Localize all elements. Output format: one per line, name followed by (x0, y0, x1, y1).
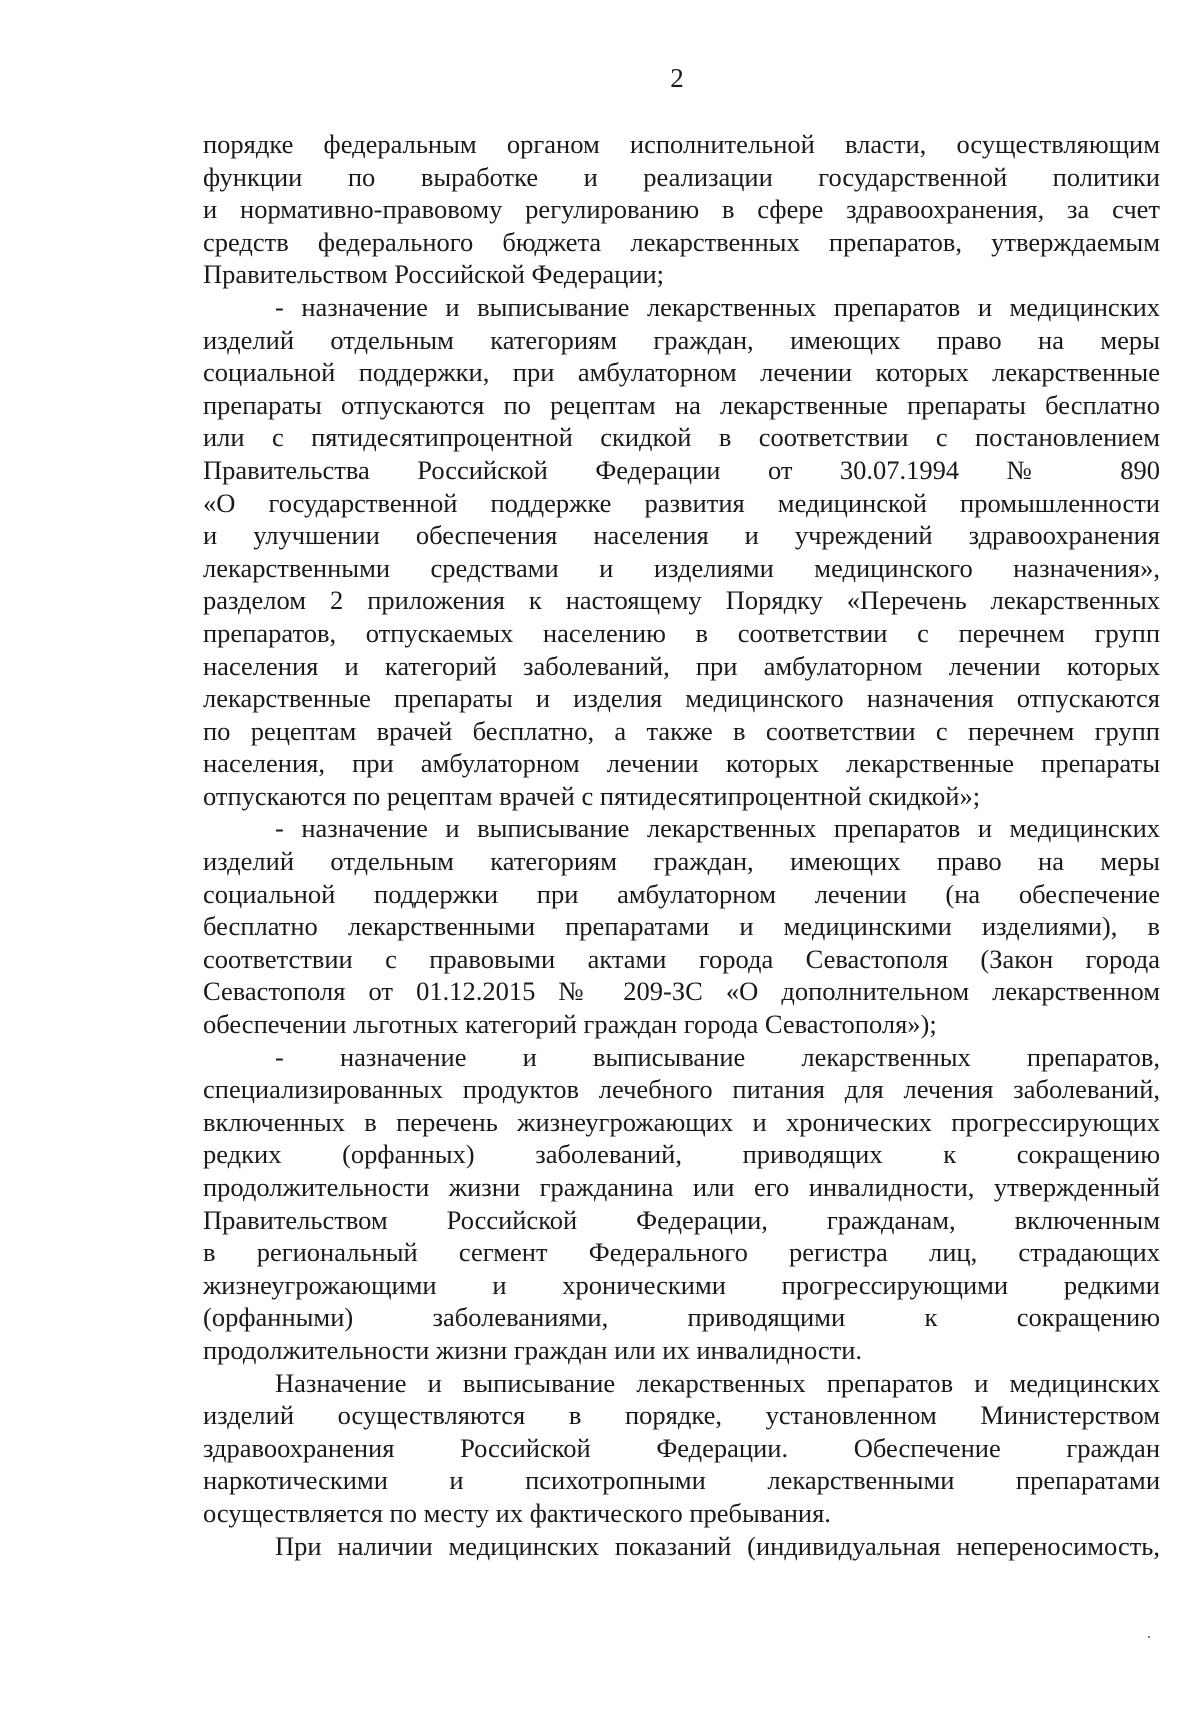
text-line: - назначение и выписывание лекарственных препаратов и медицинских (275, 813, 1160, 844)
text-line: изделий отдельным категориям граждан, имеющих право на меры (203, 324, 1160, 355)
text-line: Севастополя от 01.12.2015 № 209-ЗС «О дополнительном лекарственном (203, 976, 1160, 1007)
text-line: населения и категорий заболеваний, при амбулаторном лечении которых (203, 650, 1160, 681)
scan-speck (1148, 1636, 1150, 1638)
text-line: При наличии медицинских показаний (индивидуальная непереносимость, (275, 1530, 1160, 1561)
text-line: изделий осуществляются в порядке, установленном Министерством (203, 1400, 1160, 1431)
text-line: наркотическими и психотропными лекарственными препаратами (203, 1465, 1160, 1496)
text-line: бесплатно лекарственными препаратами и медицинскими изделиями), в (203, 911, 1160, 942)
text-line: и нормативно-правовому регулированию в сфере здравоохранения, за счет (203, 194, 1160, 225)
text-line: средств федерального бюджета лекарственных препаратов, утверждаемым (203, 226, 1160, 257)
text-line: населения, при амбулаторном лечении которых лекарственные препараты (203, 748, 1160, 779)
text-line: изделий отдельным категориям граждан, имеющих право на меры (203, 846, 1160, 877)
text-line: Назначение и выписывание лекарственных препаратов и медицинских (275, 1367, 1160, 1398)
text-line: препараты отпускаются по рецептам на лекарственные препараты бесплатно (203, 389, 1160, 420)
paragraph-continuation (203, 128, 1160, 291)
list-item-paragraph (203, 812, 1160, 1040)
text-line: здравоохранения Российской Федерации. Обеспечение граждан (203, 1432, 1160, 1463)
text-line: функции по выработке и реализации государственной политики (203, 161, 1160, 192)
text-line: отпускаются по рецептам врачей с пятидесятипроцентной скидкой»; (203, 780, 981, 811)
page-number: 2 (670, 63, 684, 93)
text-line: включенных в перечень жизнеугрожающих и хронических прогрессирующих (203, 1106, 1160, 1137)
body-paragraph (203, 1530, 1160, 1563)
text-line: продолжительности жизни гражданина или его инвалидности, утвержденный (203, 1172, 1160, 1202)
text-line: Правительства Российской Федерации от 30.07.1994 № 890 (203, 454, 1160, 485)
text-line: редких (орфанных) заболеваний, приводящих к сокращению (203, 1139, 1160, 1170)
text-line: по рецептам врачей бесплатно, а также в соответствии с перечнем групп (203, 715, 1160, 746)
text-line: соответствии с правовыми актами города Севастополя (Закон города (203, 943, 1160, 974)
text-line: Правительством Российской Федерации, гражданам, включенным (203, 1204, 1160, 1235)
text-line: социальной поддержки при амбулаторном лечении (на обеспечение (203, 878, 1160, 909)
text-line: лекарственными средствами и изделиями медицинского назначения», (203, 552, 1160, 583)
text-line: и улучшении обеспечения населения и учреждений здравоохранения (203, 520, 1160, 551)
text-line: порядке федеральным органом исполнительной власти, осуществляющим (203, 129, 1160, 159)
text-line: - назначение и выписывание лекарственных препаратов, (275, 1041, 1160, 1072)
text-line: социальной поддержки, при амбулаторном лечении которых лекарственные (203, 357, 1160, 388)
text-line: жизнеугрожающими и хроническими прогрессирующими редкими (203, 1269, 1160, 1300)
text-line: в региональный сегмент Федерального регистра лиц, страдающих (203, 1237, 1160, 1268)
text-line: специализированных продуктов лечебного питания для лечения заболеваний, (203, 1074, 1160, 1105)
text-line: продолжительности жизни граждан или их инвалидности. (203, 1334, 863, 1365)
document-body (203, 128, 1160, 1562)
text-line: осуществляется по месту их фактического пребывания. (203, 1497, 831, 1528)
text-line: лекарственные препараты и изделия медицинского назначения отпускаются (203, 683, 1160, 714)
list-item-paragraph (203, 1041, 1160, 1367)
body-paragraph (203, 1367, 1160, 1530)
text-line: обеспечении льготных категорий граждан города Севастополя»); (203, 1009, 937, 1040)
text-line: или с пятидесятипроцентной скидкой в соответствии с постановлением (203, 422, 1160, 453)
text-line: препаратов, отпускаемых населению в соответствии с перечнем групп (203, 617, 1160, 648)
text-line: «О государственной поддержке развития медицинской промышленности (203, 487, 1160, 518)
text-line: разделом 2 приложения к настоящему Порядку «Перечень лекарственных (203, 585, 1160, 616)
text-line: (орфанными) заболеваниями, приводящими к сокращению (203, 1302, 1160, 1333)
list-item-paragraph (203, 291, 1160, 813)
text-line: Правительством Российской Федерации; (203, 259, 665, 290)
text-line: - назначение и выписывание лекарственных препаратов и медицинских (275, 291, 1160, 322)
